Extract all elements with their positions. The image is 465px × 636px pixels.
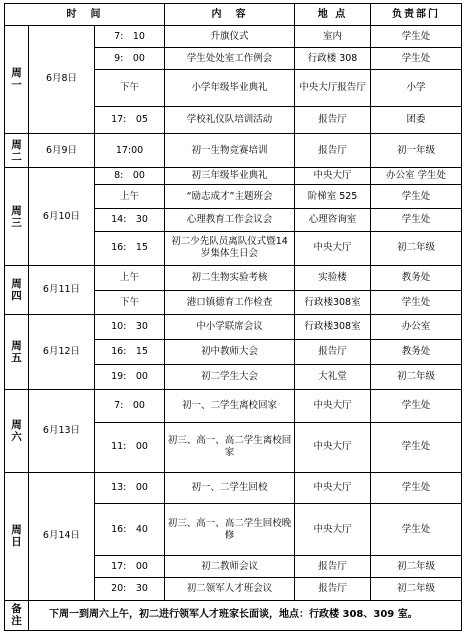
- table-row: [5, 26, 462, 48]
- time-cell: 14: 30: [95, 209, 165, 231]
- location-cell: 心理咨询室: [295, 209, 371, 231]
- location-cell: 报告厅: [295, 106, 371, 133]
- dept-cell: 初一年级: [371, 133, 462, 167]
- dept-cell: 学生处: [371, 209, 462, 231]
- dept-cell: 初二年级: [371, 364, 462, 389]
- location-cell: 报告厅: [295, 578, 371, 600]
- table-row: [5, 315, 462, 339]
- time-cell: 11: 00: [95, 423, 165, 472]
- location-cell: 中央大厅: [295, 389, 371, 422]
- content-cell: 初二学生大会: [165, 364, 295, 389]
- dept-cell: 学生处: [371, 291, 462, 315]
- header-time: 时 间: [5, 4, 165, 26]
- time-cell: 10: 30: [95, 315, 165, 339]
- time-cell: 7: 00: [95, 389, 165, 422]
- location-cell: 行政楼308室: [295, 291, 371, 315]
- content-cell: 初二少先队员离队仪式暨14岁集体生日会: [165, 231, 295, 265]
- dept-cell: 初二年级: [371, 578, 462, 600]
- content-cell: 升旗仪式: [165, 26, 295, 48]
- dept-cell: 学生处: [371, 423, 462, 472]
- location-cell: 实验楼: [295, 265, 371, 290]
- dept-cell: 学生处: [371, 185, 462, 209]
- content-cell: 心理教育工作会议会: [165, 209, 295, 231]
- location-cell: 中央大厅: [295, 503, 371, 555]
- dept-cell: 办公室: [371, 315, 462, 339]
- time-cell: 13: 00: [95, 472, 165, 503]
- content-cell: 中小学联席会议: [165, 315, 295, 339]
- content-cell: 初三年级毕业典礼: [165, 168, 295, 185]
- date-cell: 6月9日: [29, 133, 95, 167]
- location-cell: 阶梯室 525: [295, 185, 371, 209]
- time-cell: 19: 00: [95, 364, 165, 389]
- date-cell: 6月8日: [29, 26, 95, 134]
- week-cell: 周 五: [5, 315, 29, 390]
- location-cell: 行政楼308室: [295, 315, 371, 339]
- table-row: [5, 168, 462, 185]
- location-cell: 中央大厅: [295, 472, 371, 503]
- time-cell: 8: 00: [95, 168, 165, 185]
- note-row: [5, 600, 462, 630]
- dept-cell: 学生处: [371, 48, 462, 70]
- location-cell: 中央大厅: [295, 168, 371, 185]
- time-cell: 17: 05: [95, 106, 165, 133]
- location-cell: 报告厅: [295, 133, 371, 167]
- dept-cell: 小学: [371, 70, 462, 106]
- dept-cell: 初二年级: [371, 556, 462, 578]
- table-row: [5, 265, 462, 290]
- time-cell: 16: 15: [95, 339, 165, 364]
- header-dept: 负责部门: [371, 4, 462, 26]
- location-cell: 大礼堂: [295, 364, 371, 389]
- time-cell: 17: 00: [95, 556, 165, 578]
- dept-cell: 初二年级: [371, 231, 462, 265]
- time-cell: 7: 10: [95, 26, 165, 48]
- table-row: [5, 133, 462, 167]
- week-cell: 周 一: [5, 26, 29, 134]
- content-cell: “励志成才”主题班会: [165, 185, 295, 209]
- dept-cell: 教务处: [371, 339, 462, 364]
- content-cell: 学生处处室工作例会: [165, 48, 295, 70]
- content-cell: 初二教师会议: [165, 556, 295, 578]
- dept-cell: 办公室 学生处: [371, 168, 462, 185]
- table-row: [5, 472, 462, 503]
- time-cell: 上午: [95, 185, 165, 209]
- dept-cell: 学生处: [371, 503, 462, 555]
- week-cell: 周 六: [5, 389, 29, 472]
- date-cell: 6月11日: [29, 265, 95, 314]
- week-cell: 周 四: [5, 265, 29, 314]
- time-cell: 上午: [95, 265, 165, 290]
- content-cell: 初一、二学生离校回家: [165, 389, 295, 422]
- content-cell: 初二领军人才班会议: [165, 578, 295, 600]
- date-cell: 6月13日: [29, 389, 95, 472]
- time-cell: 下午: [95, 70, 165, 106]
- week-cell: 周 日: [5, 472, 29, 600]
- weekly-schedule-table: [4, 3, 462, 631]
- location-cell: 行政楼 308: [295, 48, 371, 70]
- content-cell: 初中教师大会: [165, 339, 295, 364]
- location-cell: 报告厅: [295, 556, 371, 578]
- date-cell: 6月14日: [29, 472, 95, 600]
- dept-cell: 教务处: [371, 265, 462, 290]
- dept-cell: 团委: [371, 106, 462, 133]
- content-cell: 港口镇德育工作检查: [165, 291, 295, 315]
- dept-cell: 学生处: [371, 472, 462, 503]
- content-cell: 学校礼仪队培训活动: [165, 106, 295, 133]
- location-cell: 室内: [295, 26, 371, 48]
- date-cell: 6月10日: [29, 168, 95, 266]
- header-location: 地 点: [295, 4, 371, 26]
- time-cell: 16: 15: [95, 231, 165, 265]
- content-cell: 初三、高一、高二学生离校回家: [165, 423, 295, 472]
- content-cell: 初一、二学生回校: [165, 472, 295, 503]
- dept-cell: 学生处: [371, 389, 462, 422]
- content-cell: 小学年级毕业典礼: [165, 70, 295, 106]
- time-cell: 16: 40: [95, 503, 165, 555]
- table-row: [5, 389, 462, 422]
- location-cell: 中央大厅: [295, 423, 371, 472]
- content-cell: 初一生物竞赛培训: [165, 133, 295, 167]
- header-row: [5, 4, 462, 26]
- location-cell: 报告厅: [295, 339, 371, 364]
- dept-cell: 学生处: [371, 26, 462, 48]
- content-cell: 初二生物实验考核: [165, 265, 295, 290]
- time-cell: 9: 00: [95, 48, 165, 70]
- week-cell: 周 三: [5, 168, 29, 266]
- date-cell: 6月12日: [29, 315, 95, 390]
- time-cell: 下午: [95, 291, 165, 315]
- location-cell: 中央大厅: [295, 231, 371, 265]
- header-content: 内 容: [165, 4, 295, 26]
- note-label: 备 注: [5, 600, 29, 630]
- location-cell: 中央大厅报告厅: [295, 70, 371, 106]
- time-cell: 17:00: [95, 133, 165, 167]
- note-text: 下周一到周六上午，初二进行领军人才班家长面谈，地点：行政楼 308、309 室。: [29, 600, 462, 630]
- week-cell: 周 二: [5, 133, 29, 167]
- content-cell: 初三、高一、高二学生回校晚修: [165, 503, 295, 555]
- time-cell: 20: 30: [95, 578, 165, 600]
